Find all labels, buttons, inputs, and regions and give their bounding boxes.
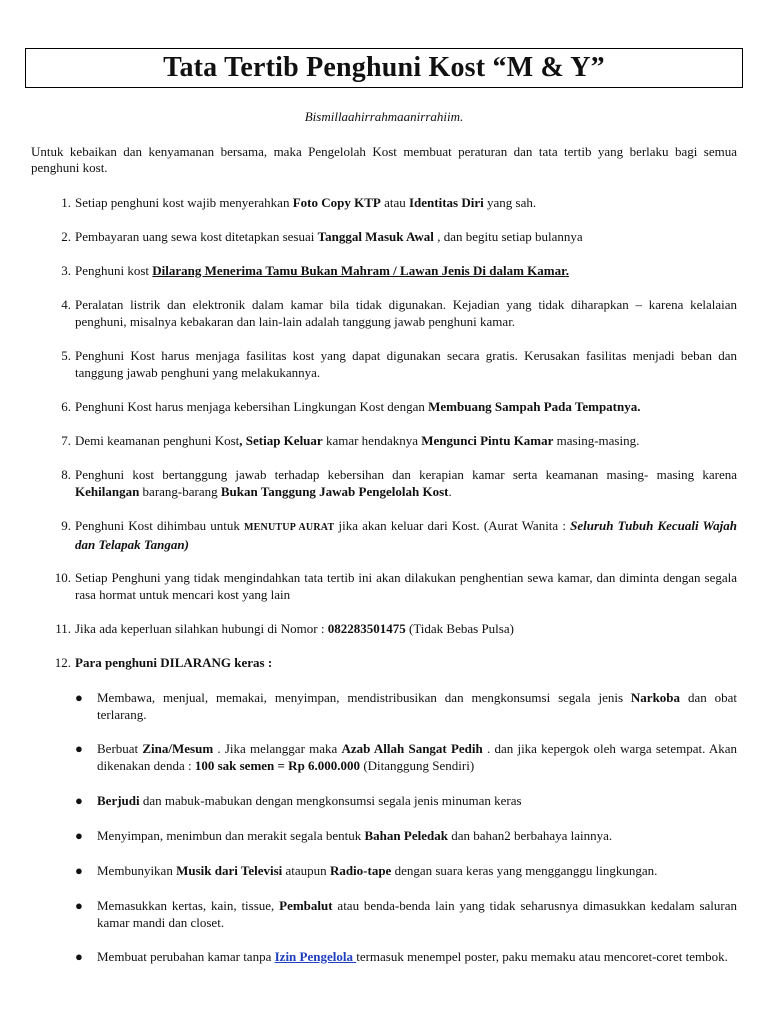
rule-item-8: 8. Penghuni kost bertanggung jawab terhadap kebersihan dan kerapian kamar serta keamanan masing- masing karena Kehilangan barang-barang Bukan Tanggung Jawab Pengelolah Kost. xyxy=(75,466,737,500)
rule-number: 1. xyxy=(61,195,71,210)
rule-item-7: 7. Demi keamanan penghuni Kost, Setiap Keluar kamar hendaknya Mengunci Pintu Kamar masing-masing. xyxy=(75,432,737,449)
bullet-dot-icon: ● xyxy=(75,828,83,843)
rule-item-9: 9. Penghuni Kost dihimbau untuk MENUTUP AURAT jika akan keluar dari Kost. (Aurat Wanita : Seluruh Tubuh Kecuali Wajah dan Telapak Tangan) xyxy=(75,517,737,553)
bullet-dot-icon: ● xyxy=(75,690,83,705)
rule-number: 11. xyxy=(55,621,71,636)
phone-number: 082283501475 xyxy=(327,621,406,636)
rule-number: 2. xyxy=(61,229,71,244)
rule-item-11: 11. Jika ada keperluan silahkan hubungi di Nomor : 082283501475 (Tidak Bebas Pulsa) xyxy=(75,620,737,637)
prohibition-bullet-2: ● Berbuat Zina/Mesum . Jika melanggar maka Azab Allah Sangat Pedih . dan jika kepergok oleh warga setempat. Akan dikenakan denda : 100 sak semen = Rp 6.000.000 (Ditanggung Sendiri) xyxy=(75,741,737,773)
rule-number: 3. xyxy=(61,263,71,278)
prohibition-bullet-6: ● Memasukkan kertas, kain, tissue, Pembalut atau benda-benda lain yang tidak seharusnya dimasukkan kedalam saluran kamar mandi dan closet. xyxy=(75,898,737,930)
page-title: Tata Tertib Penghuni Kost “M & Y” xyxy=(25,48,743,88)
rule-item-5: 5. Penghuni Kost harus menjaga fasilitas kost yang dapat digunakan secara gratis. Kerusakan fasilitas menjadi beban dan tanggung jawab penghuni yang melakukannya. xyxy=(75,347,737,381)
rule-number: 5. xyxy=(61,348,71,363)
rule-number: 12. xyxy=(54,655,71,670)
rule-item-4: 4. Peralatan listrik dan elektronik dalam kamar bila tidak digunakan. Kejadian yang tidak diharapkan – karena kelalaian penghuni, misalnya kebakaran dan lain-lain adalah tanggung jawab penghuni kamar. xyxy=(75,296,737,330)
bullet-dot-icon: ● xyxy=(75,898,83,913)
intro-paragraph: Untuk kebaikan dan kenyamanan bersama, maka Pengelolah Kost membuat peraturan dan tata tertib yang berlaku bagi semua penghuni kost. xyxy=(31,144,737,175)
bullet-dot-icon: ● xyxy=(75,793,83,808)
rule-item-6: 6. Penghuni Kost harus menjaga kebersihan Lingkungan Kost dengan Membuang Sampah Pada Tempatnya. xyxy=(75,398,737,415)
rule-number: 7. xyxy=(61,433,71,448)
prohibition-bullet-1: ● Membawa, menjual, memakai, menyimpan, mendistribusikan dan mengkonsumsi segala jenis Narkoba dan obat terlarang. xyxy=(75,690,737,722)
rule-number: 9. xyxy=(61,518,71,533)
bismillah-line: Bismillaahirrahmaanirrahiim. xyxy=(304,109,464,124)
bullet-dot-icon: ● xyxy=(75,863,83,878)
bullet-dot-icon: ● xyxy=(75,741,83,756)
rule-number: 6. xyxy=(61,399,71,414)
rule-number: 4. xyxy=(61,297,71,312)
prohibition-bullet-3: ● Berjudi dan mabuk-mabukan dengan mengkonsumsi segala jenis minuman keras xyxy=(75,793,522,808)
rule-item-2: 2. Pembayaran uang sewa kost ditetapkan sesuai Tanggal Masuk Awal , dan begitu setiap bulannya xyxy=(75,228,737,245)
rule-item-10: 10. Setiap Penghuni yang tidak mengindahkan tata tertib ini akan dilakukan penghentian sewa kamar, dan diminta dengan segala rasa hormat untuk mencari kost yang lain xyxy=(75,569,737,603)
rule-item-1: 1. Setiap penghuni kost wajib menyerahkan Foto Copy KTP atau Identitas Diri yang sah. xyxy=(75,194,737,211)
prohibition-bullet-4: ● Menyimpan, menimbun dan merakit segala bentuk Bahan Peledak dan bahan2 berbahaya lainnya. xyxy=(75,828,613,843)
rule-item-3: 3. Penghuni kost Dilarang Menerima Tamu Bukan Mahram / Lawan Jenis Di dalam Kamar. xyxy=(75,262,737,279)
prohibition-bullet-5: ● Membunyikan Musik dari Televisi ataupun Radio-tape dengan suara keras yang mengganggu lingkungan. xyxy=(75,863,658,878)
rule-number: 10. xyxy=(54,570,71,585)
rule-number: 8. xyxy=(61,467,71,482)
bullet-dot-icon: ● xyxy=(75,949,83,964)
rule-item-12: 12. Para penghuni DILARANG keras : xyxy=(75,654,737,671)
izin-pengelola-link[interactable]: Izin Pengelola xyxy=(274,949,357,964)
prohibition-bullet-7: ● Membuat perubahan kamar tanpa Izin Pengelola termasuk menempel poster, paku memaku atau mencoret-coret tembok. xyxy=(75,949,728,964)
